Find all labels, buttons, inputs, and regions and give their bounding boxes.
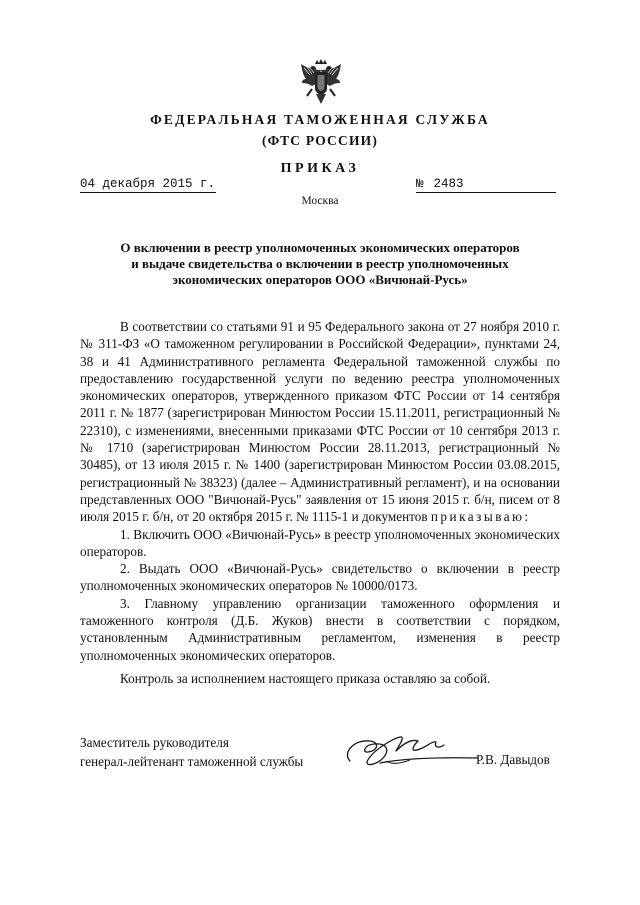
organization-abbreviation: (ФТС РОССИИ) [261,133,379,148]
subject-line-1: О включении в реестр уполномоченных экономических операторов [120,240,520,255]
signer-title [80,733,303,771]
subject-line-2: и выдаче свидетельства о включении в реестр уполномоченных [131,256,509,271]
issue-city: Москва [301,195,339,207]
order-body [80,318,560,664]
preamble-paragraph [80,318,560,526]
document-type-title: ПРИКАЗ [280,161,360,176]
control-statement: Контроль за исполнением настоящего приказа оставляю за собой. [120,671,491,686]
order-number-line [416,176,556,193]
order-item-2: 2. Выдать ООО «Вичюнай-Русь» свидетельство о включении в реестр уполномоченных экономических операторов № 10000/0173. [80,561,560,594]
number-sign: № [416,177,424,191]
order-item-3: 3. Главному управлению организации таможенного оформления и таможенного контроля (Д.Б. Жуков) внести в соответствии с порядком, установленным Административным регламентом, изменения в реестр уполномоченных экономических операторов. [80,595,560,663]
signer-title-line-1: Заместитель руководителя [80,735,229,750]
order-number: 2483 [433,177,464,191]
order-item-1: 1. Включить ООО «Вичюнай-Русь» в реестр уполномоченных экономических операторов. [80,526,560,559]
preamble-text: В соответствии со статьями 91 и 95 Федерального закона от 27 ноября 2010 г. № 311-ФЗ «О таможенном регулировании в Российской Федерации», пунктами 24, 38 и 41 Административного регламента Федеральной таможенной службы по предоставлению государственной услуги по ведению реестра уполномоченных экономических операторов, утвержденного приказом ФТС России от 14 сентября 2011 г. № 1877 (зарегистрирован Минюстом России 15.11.2011, регистрационный № 22310), с изменениями, внесенными приказами ФТС России от 10 сентября 2013 г. № 1710 (зарегистрирован Минюстом России 28.11.2013, регистрационный № 30485), от 13 июля 2015 г. № 1400 (зарегистрирован Минюстом России 03.08.2015, регистрационный № 38323) (далее – Административный регламент), и на основании представленных ООО "Вичюнай-Русь" заявления от 15 июня 2015 г. б/н, писем от 8 июля 2015 г. б/н, от 20 октября 2015 г. № 1115-1 и документов [80,319,560,525]
double-headed-eagle-emblem-icon [298,58,344,106]
signer-name: Р.В. Давыдов [476,752,550,767]
signer-title-line-2: генерал-лейтенант таможенной службы [80,754,304,769]
organization-name: ФЕДЕРАЛЬНАЯ ТАМОЖЕННАЯ СЛУЖБА [150,112,490,127]
order-subject [80,240,560,288]
subject-line-3: экономических операторов ООО «Вичюнай-Русь» [172,272,468,287]
handwritten-signature-icon [340,727,480,777]
order-date: 04 декабря 2015 г. [80,177,216,191]
order-word: приказываю: [430,509,531,525]
